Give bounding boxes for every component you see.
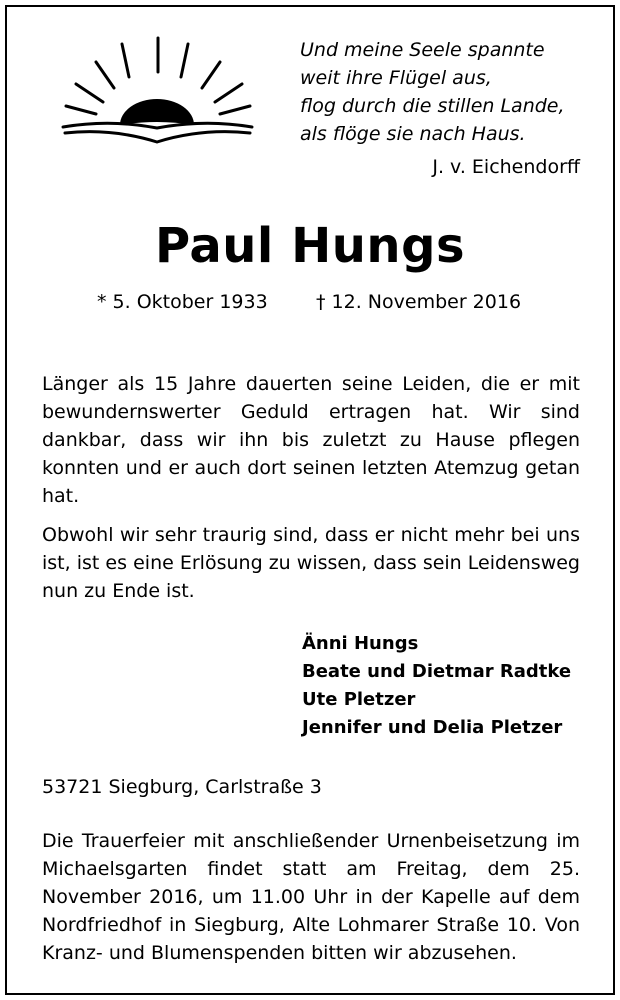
death-date: † 12. November 2016 [316,291,522,313]
mourner-name: Beate und Dietmar Radtke [302,661,572,682]
poem-line: flog durch die stillen Lande, [300,95,565,117]
poem-quote [300,36,600,148]
mourner-name: Ute Pletzer [302,689,416,710]
poem-line: weit ihre Flügel aus, [300,67,492,89]
tribute-paragraph: Länger als 15 Jahre dauerten seine Leiden, die er mit bewundernswerter Geduld ertragen hat. Wir sind dankbar, dass wir ihn bis zuletzt zu Hause pflegen konnten und er auch dort seinen letzten Atemzug getan hat. [42,373,580,507]
mourner-name: Änni Hungs [302,633,419,654]
tribute-paragraph: Obwohl wir sehr traurig sind, dass er nicht mehr bei uns ist, ist es eine Erlösung zu wissen, dass sein Leidensweg nun zu Ende ist. [42,524,580,602]
poem-line: Und meine Seele spannte [300,39,545,61]
mourner-name: Jennifer und Delia Pletzer [302,717,563,738]
funeral-notice: Die Trauerfeier mit anschließender Urnenbeisetzung im Michaelsgarten findet statt am Freitag, dem 25. November 2016, um 11.00 Uhr in der Kapelle auf dem Nordfriedhof in Siegburg, Alte Lohmarer Straße 10. Von Kranz- und Blumenspenden bitten wir abzusehen. [42,830,580,964]
poem-line: als flöge sie nach Haus. [300,123,526,145]
birth-date: * 5. Oktober 1933 [97,291,268,313]
rising-sun-icon [60,32,255,152]
deceased-name: Paul Hungs [154,218,466,274]
family-address: 53721 Siegburg, Carlstraße 3 [42,776,322,798]
poem-author: J. v. Eichendorff [432,156,580,178]
mourners-list [302,630,571,742]
